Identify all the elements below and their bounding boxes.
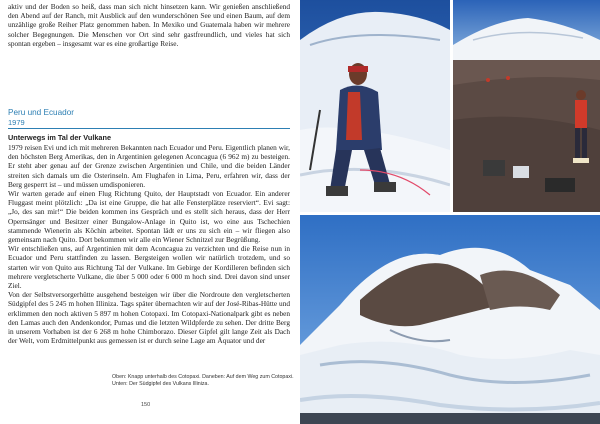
body-text (8, 143, 290, 345)
intro-paragraph: aktiv und der Boden so heiß, dass man sich nicht hinsetzen kann. Wir genießen anschließend den Abend auf der Ranch, mit Ausblick auf den wunderschönen See und einen Baum, auf dem unzählige große Reiher Platz genommen haben. In Mexiko und Guatemala haben wir mehrere solcher Begegnungen. Die Menschen vor Ort sind sehr gastfreundlich, und vieles hat sich spontan ergeben – insgesamt war es eine großartige Reise. (8, 2, 290, 48)
section-year: 1979 (8, 118, 25, 127)
right-page (300, 0, 600, 424)
section-subheading: Unterwegs im Tal der Vulkane (8, 133, 111, 142)
photo-climber-cotopaxi (300, 0, 450, 212)
photo-caption (112, 374, 297, 388)
body-paragraph: Wir warten gerade auf einen Flug Richtung Quito, der Hauptstadt von Ecuador. Ein anderer Fluggast meint plötzlich: „Da ist eine Gruppe, die hat alle Fensterplätze reserviert“. Evi sagt: „Jo, des san mir!“ Die beiden kommen ins Gespräch und es stellt sich heraus, dass der Herr Opernsänger und Besitzer einer Bungalow-Anlage in Quito ist, wo eine aus Tschechien stammende Wienerin als Köchin arbeitet. Spontan lädt er uns zu sich ein – wir fliegen also gemeinsam nach Quito. Dort bekommen wir alle ein Wiener Schnitzel zur Begrüßung. (8, 189, 290, 245)
section-divider (8, 128, 290, 129)
caption-line: Oben: Knapp unterhalb des Cotopaxi. Daneben: Auf dem Weg zum Cotopaxi. (112, 374, 294, 380)
body-paragraph: Wir entschließen uns, auf Argentinien mit dem Aconcagua zu verzichten und die Reise nun in Ecuador und Peru stattfinden zu lassen. Bergsteigen wollen wir natürlich trotzdem, und so starten wir von Quito aus Richtung Tal der Vulkane. Im Gebirge der Kordilleren befinden sich mehrere vergletscherte Vulkane, die über 5 000 oder 6 000 m hoch sind. Drei davon sind unser Ziel. (8, 244, 290, 291)
page-number: 150 (141, 402, 151, 408)
photo-way-to-cotopaxi (453, 0, 600, 212)
photo-illiniza-south-summit (300, 215, 600, 424)
section-title: Peru und Ecuador (8, 108, 74, 117)
body-paragraph: 1979 reisen Evi und ich mit mehreren Bekannten nach Ecuador und Peru. Eigentlich planen wir, den höchsten Berg Amerikas, den in Argentinien gelegenen Aconcagua (6 962 m) zu besteigen. Er steht aber genau auf der Grenze zwischen Argentinien und Chile, und die beiden Länder streiten sich damals um die Osterinseln. Am Flughafen in Lima, Peru, erfahren wir, dass der Berg gesperrt ist – und müssen umdisponieren. (8, 143, 290, 189)
caption-line: Unten: Der Südgipfel des Vulkans Illiniza. (112, 381, 209, 387)
body-paragraph: Von der Selbstversorgerhütte ausgehend besteigen wir über die Nordroute den vergletscherten Südgipfel des 5 245 m hohen Illiniza. Tags später übernachten wir auf der José-Ribas-Hütte und erklimmen den noch aktiven 5 897 m hohen Cotopaxi. Im Cotopaxi-Nationalpark gibt es neben den Lamas auch den Andenkondor, Pumas und die letzten Wildpferde zu sehen. Der dritte Berg in unserem Vorhaben ist der 6 268 m hohe Chimborazo. Dieser Gipfel gilt lange Zeit als Dach der Welt, vom Erdmittelpunkt aus gemessen ist er durch seine Lage am Äquator und der (8, 290, 290, 346)
